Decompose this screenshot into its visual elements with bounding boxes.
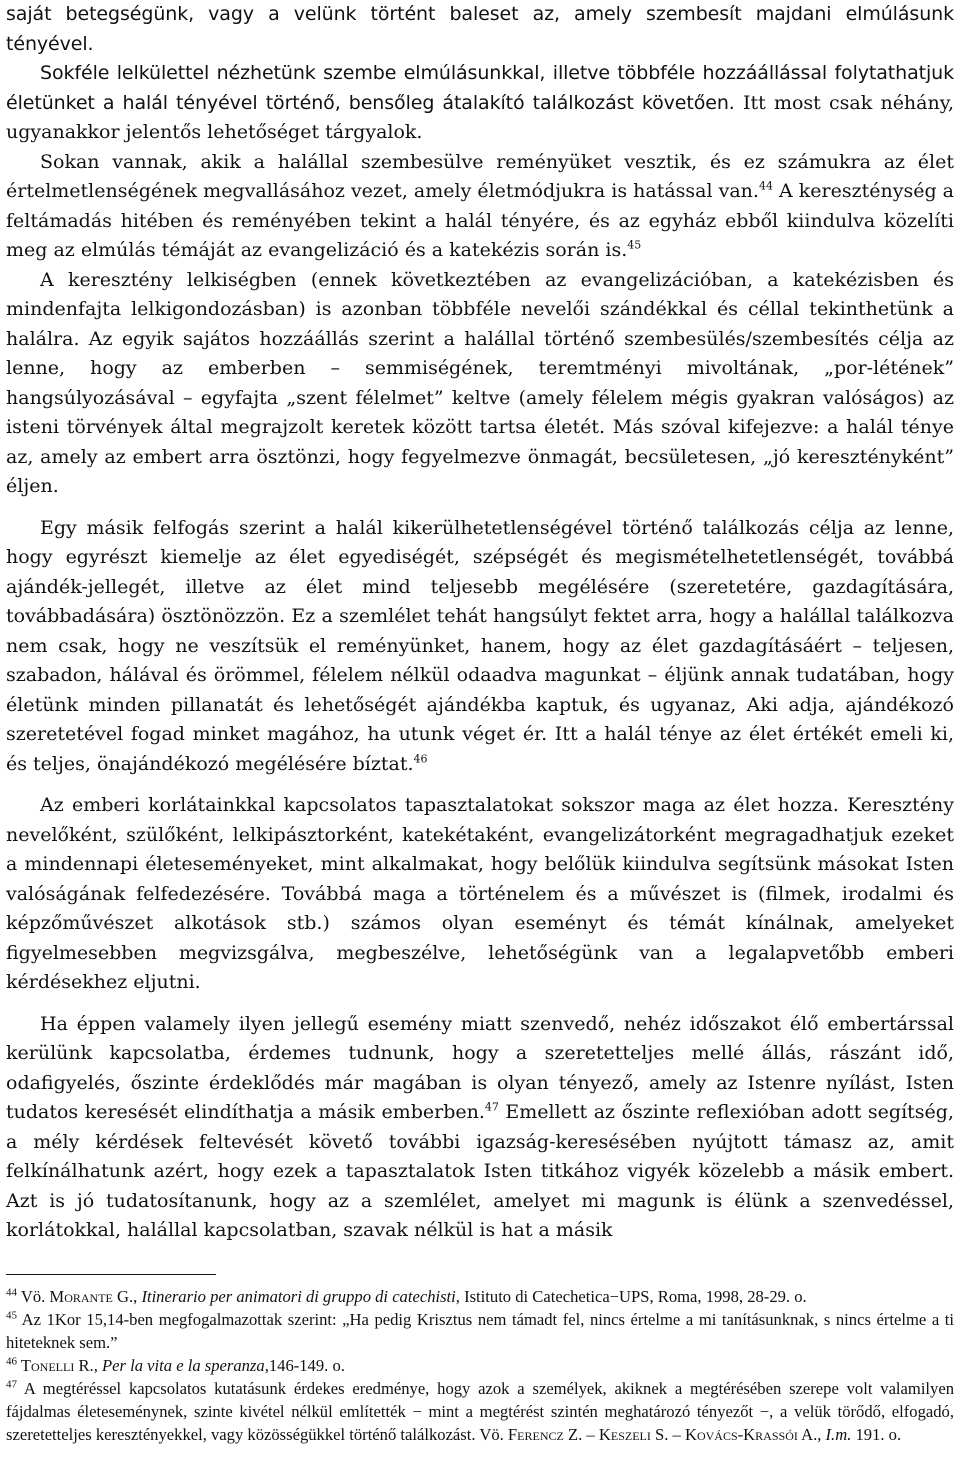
footnote-number: 44 <box>6 1285 17 1298</box>
paragraph: Sokan vannak, akik a halállal szembesülve reményüket vesztik, és ez számukra az élet értelmetlenségének megvallásához vezet, amely életmódjukra is hatással van.$^{44}$ A kereszténység a feltámadás hitében és reményében tekint a halál tényére, és az egyház ebből kiindulva közelíti meg az elmúlás témáját az evangelizáció és a katekézis során is.$^{45}$ <box>6 150 954 261</box>
footnote-number: 47 <box>6 1377 17 1390</box>
footnote <box>6 1377 954 1446</box>
footnote-text: Tonelli R., Per la vita e la speranza,146-149. o. <box>17 1355 345 1375</box>
footnote-text: Az 1Kor 15,14-ben megfogalmazottak szerint: „Ha pedig Krisztus nem támadt fel, nincs értelme a mi tanításunknak, s nincs értelme a ti hiteteknek sem.” <box>6 1309 954 1352</box>
footnote-number: 45 <box>6 1308 17 1321</box>
footnote <box>6 1354 954 1377</box>
paragraph: Sokféle lelkülettel nézhetünk szembe elmúlásunkkal, illetve többféle hozzáállással folytathatjuk életünket a halál tényével történő, bensőleg átalakító találkozást követően. Itt most csak néhány, ugyanakkor jelentős lehetőséget tárgyalok. <box>6 62 954 143</box>
footnote <box>6 1308 954 1354</box>
paragraph: Ha éppen valamely ilyen jellegű esemény miatt szenvedő, nehéz időszakot élő embertárssal kerülünk kapcsolatba, érdemes tudnunk, hogy a szeretetteljes mellé állás, rászánt idő, odafigyelés, őszinte érdeklődés már magában is olyan tényező, amely az Istenre nyílást, Isten tudatos keresését elindíthatja a másik emberben.$^{47}$ Emellett az őszinte reflexióban adott segítség, a mély kérdések feltevését követő további igazság-keresésében nyújtott támasz az, amit felkínálhatunk azért, hogy ezek a tapasztalatok Isten titkához vigyék közelebb a másik embert. Azt is jó tudatosítanunk, hogy az a szemlélet, amelyet mi magunk is élünk a szenvedéssel, korlátokkal, halállal kapcsolatban, szavak nélkül is hat a másik <box>6 1012 954 1241</box>
footnote-separator <box>6 1274 216 1275</box>
footnote-number: 46 <box>6 1354 17 1367</box>
footnote <box>6 1285 954 1308</box>
body-text <box>6 0 954 1246</box>
paragraph: Egy másik felfogás szerint a halál kikerülhetetlenségével történő találkozás célja az lenne, hogy egyrészt kiemelje az élet egyediségét, szépségét és megismételhetetlenségét, továbbá ajándék-jellegét, illetve az élet mind teljesebb megélésére (szeretetére, gazdagítására, továbbadására) ösztönözzön. Ez a szemlélet tehát hangsúlyt fektet arra, hogy a halállal találkozva nem csak, hogy ne veszítsük el reményünket, hanem, hogy az élet gazdagításáért – teljesen, szabadon, hálával és örömmel, félelem nélkül odaadva magunkat – éljünk annak tudatában, hogy életünk minden pillanatát és lehetőségét ajándékba kaptuk, és ugyanaz, Aki adja, ajándékozó szeretetével fogad minket magához, ha utunk véget ér. Itt a halál ténye az élet értékét emeli ki, és teljes, önajándékozó megélésére bíztat.$^{46}$ <box>6 516 954 775</box>
paragraph: Az emberi korlátainkkal kapcsolatos tapasztalatokat sokszor maga az élet hozza. Keresztény nevelőként, szülőként, lelkipásztorként, katekétaként, evangelizátorként megragadhatjuk ezeket a mindennapi életeseményeket, mint alkalmakat, hogy belőlük kiindulva segítsünk másokat Isten valóságának felfedezésére. Továbbá maga a történelem és a művészet is (filmek, irodalmi és képzőművészet alkotások stb.) számos olyan eseményt és témát kínálnak, amelyeket figyelmesebben megvizsgálva, megbeszélve, lehetőségünk van a legalapvetőbb emberi kérdésekhez eljutni. <box>6 794 954 993</box>
footnote-text: Vö. Morante G., Itinerario per animatori di gruppo di catechisti, Istituto di Catechetica−UPS, Roma, 1998, 28-29. o. <box>17 1286 807 1306</box>
footnotes <box>6 1285 954 1446</box>
paragraph: A keresztény lelkiségben (ennek következtében az evangelizációban, a katekézisben és mindenfajta lelkigondozásban) is azonban többféle nevelői szándékkal és céllal tekinthetünk a halálra. Az egyik sajátos hozzáállás szerint a halállal történő szembesülés/szembesítés célja az lenne, hogy az emberben – semmiségének, teremtményi mivoltának, „por-létének” hangsúlyozásával – egyfajta „szent félelmet” keltve (amely félelem mégis gyakran valóságos) az isteni törvények által megrajzolt keretek között tartsa életét. Más szóval kifejezve: a halál ténye az, amely az embert arra ösztönzi, hogy fegyelmezve önmagát, becsületesen, „jó keresztényként” éljen. <box>6 268 954 497</box>
paragraph: saját betegségünk, vagy a velünk történt baleset az, amely szembesít majdani elmúlásunk tényével. <box>6 3 954 55</box>
footnote-text: A megtéréssel kapcsolatos kutatásunk érdekes eredménye, hogy azok a személyek, akiknek a megtérésében szerepe volt valamilyen fájdalmas életeseménynek, szinte kivétel nélkül említették − mint a megtérést szintén meghatározó tényezőt −, a velük törődő, elfogadó, szeretetteljes keresztényekkel, vagy közösségükkel történő találkozást. Vö. Ferencz Z. – Keszeli S. – Kovács-Krassói A., I.m. 191. o. <box>6 1378 954 1444</box>
